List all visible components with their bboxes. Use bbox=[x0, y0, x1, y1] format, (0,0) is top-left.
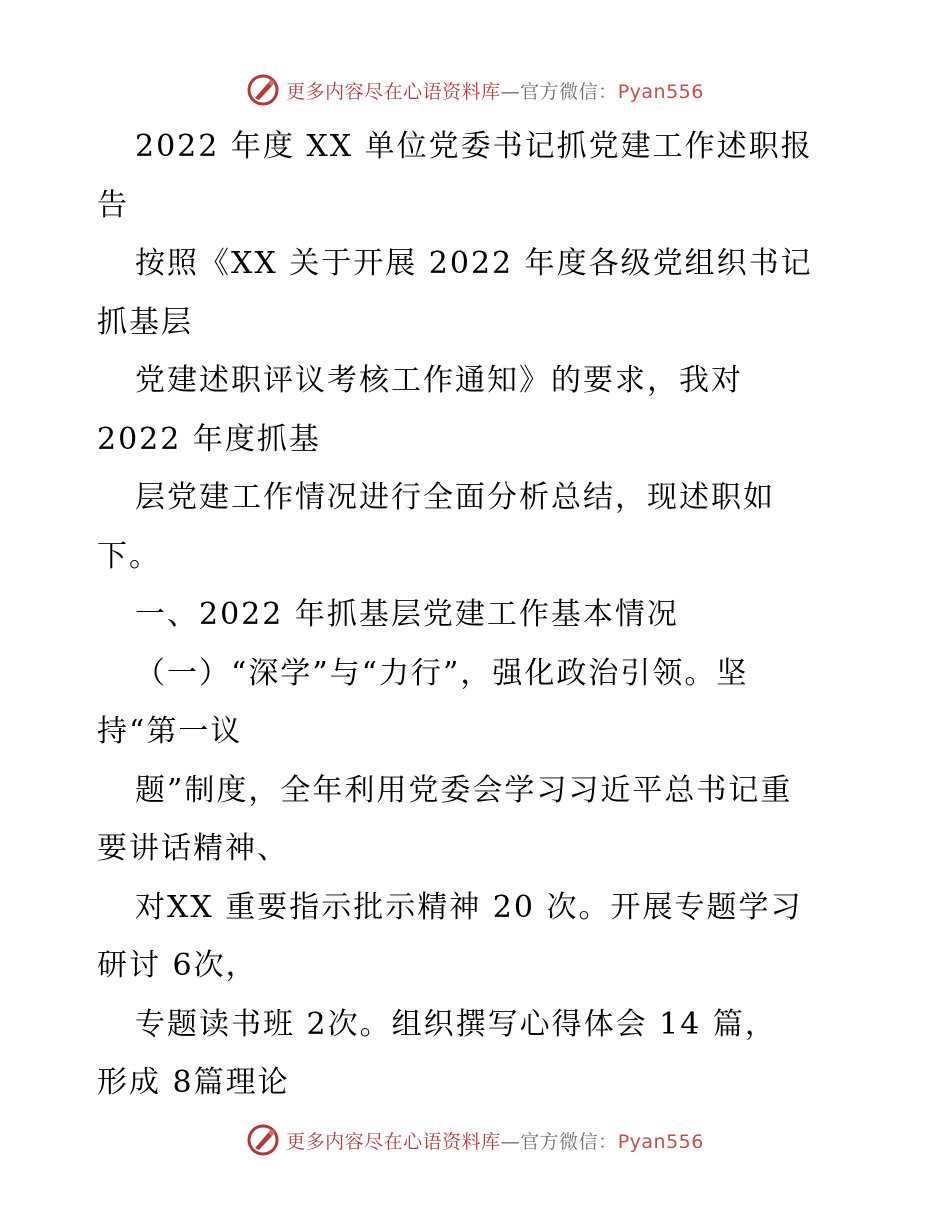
pen-seal-icon bbox=[246, 1123, 280, 1157]
document-body bbox=[97, 118, 857, 1113]
text-line: 抓基层 bbox=[97, 304, 193, 340]
text-line: 按照《XX 关于开展 2022 年度各级党组织书记 bbox=[135, 246, 813, 281]
text-line: 形成 8篇理论 bbox=[97, 1065, 290, 1100]
text-line: 2022 年度 XX 单位党委书记抓党建工作述职报 bbox=[135, 129, 813, 164]
text-line: 一、2022 年抓基层党建工作基本情况 bbox=[135, 597, 679, 632]
text-line: 持“第一议 bbox=[97, 714, 243, 749]
header-watermark bbox=[0, 70, 950, 110]
watermark-text: 更多内容尽在心语资料库—官方微信：Pyan556 bbox=[286, 80, 704, 103]
footer-watermark bbox=[0, 1120, 950, 1160]
text-line: 要讲话精神、 bbox=[97, 831, 289, 866]
text-line: 2022 年度抓基 bbox=[97, 421, 321, 457]
text-line: 告 bbox=[97, 187, 129, 223]
text-line: 研讨 6次， bbox=[97, 948, 258, 983]
pen-seal-icon bbox=[246, 73, 280, 107]
text-line: 党建述职评议考核工作通知》的要求，我对 bbox=[135, 363, 743, 398]
text-line: 题”制度，全年利用党委会学习习近平总书记重 bbox=[135, 772, 793, 808]
text-line: 对XX 重要指示批示精神 20 次。开展专题学习 bbox=[135, 889, 803, 925]
text-line: 专题读书班 2次。组织撰写心得体会 14 篇， bbox=[135, 1006, 777, 1042]
text-line: （一）“深学”与“力行”，强化政治引领。坚 bbox=[135, 655, 749, 691]
text-line: 层党建工作情况进行全面分析总结，现述职如 bbox=[135, 480, 775, 515]
text-line: 下。 bbox=[97, 538, 161, 574]
watermark-text: 更多内容尽在心语资料库—官方微信：Pyan556 bbox=[286, 1130, 704, 1153]
